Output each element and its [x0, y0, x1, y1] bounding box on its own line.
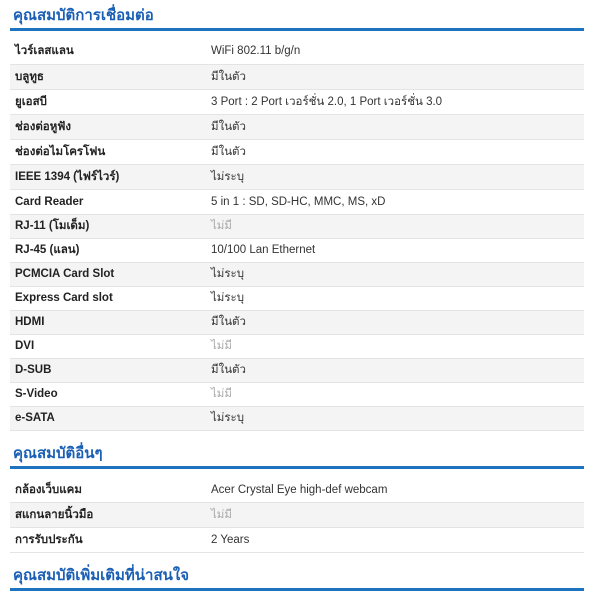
spec-row	[10, 64, 584, 89]
spec-value: 10/100 Lan Ethernet	[211, 244, 316, 256]
spec-row	[10, 528, 584, 553]
spec-label: กล้องเว็บแคม	[15, 483, 82, 496]
spec-label: RJ-45 (แลน)	[15, 244, 80, 256]
spec-row	[10, 478, 584, 503]
spec-label: สแกนลายนิ้วมือ	[15, 509, 94, 521]
spec-value: 2 Years	[211, 534, 250, 546]
spec-value: Acer Crystal Eye high-def webcam	[211, 483, 388, 496]
spec-row	[10, 358, 584, 382]
spec-value: มีในตัว	[211, 364, 246, 376]
spec-value: มีในตัว	[211, 316, 246, 328]
spec-row	[10, 164, 584, 189]
spec-value: ไม่ระบุ	[211, 292, 245, 304]
spec-label: D-SUB	[15, 364, 52, 376]
spec-row	[10, 503, 584, 528]
spec-row	[10, 114, 584, 139]
spec-row	[10, 214, 584, 238]
spec-value: ไม่มี	[211, 388, 232, 400]
section-title-extra: คุณสมบัติเพิ่มเติมที่น่าสนใจ	[10, 563, 584, 591]
spec-row	[10, 262, 584, 286]
section-title-other: คุณสมบัติอื่นๆ	[10, 441, 584, 469]
spec-value: 5 in 1 : SD, SD-HC, MMC, MS, xD	[211, 195, 386, 208]
section-title-connectivity: คุณสมบัติการเชื่อมต่อ	[10, 3, 584, 31]
spec-value: ไม่ระบุ	[211, 412, 245, 424]
spec-row	[10, 238, 584, 262]
spec-label: S-Video	[15, 388, 58, 400]
spec-row	[10, 189, 584, 214]
spec-label: ช่องต่อหูฟัง	[15, 120, 72, 133]
spec-value: ไม่มี	[211, 509, 232, 521]
spec-row	[10, 286, 584, 310]
spec-row	[10, 39, 584, 64]
spec-label: การรับประกัน	[15, 534, 83, 546]
spec-label: HDMI	[15, 316, 45, 328]
spec-row	[10, 139, 584, 164]
spec-label: e-SATA	[15, 412, 55, 424]
spec-row	[10, 406, 584, 430]
spec-value: ไม่ระบุ	[211, 268, 245, 280]
spec-label: DVI	[15, 340, 35, 352]
spec-row	[10, 310, 584, 334]
spec-label: PCMCIA Card Slot	[15, 268, 115, 280]
spec-value: WiFi 802.11 b/g/n	[211, 45, 301, 58]
spec-page	[0, 3, 592, 601]
spec-label: IEEE 1394 (ไฟร์ไวร์)	[15, 170, 120, 183]
spec-label: ยูเอสบี	[15, 95, 47, 108]
spec-table-connectivity	[10, 39, 584, 431]
spec-value: มีในตัว	[211, 70, 246, 83]
spec-label: ไวร์เลสแลน	[15, 45, 74, 58]
spec-label: Card Reader	[15, 195, 84, 208]
spec-label: Express Card slot	[15, 292, 113, 304]
spec-label: บลูทูธ	[15, 70, 44, 83]
spec-row	[10, 334, 584, 358]
spec-label: ช่องต่อไมโครโฟน	[15, 145, 106, 158]
spec-row	[10, 89, 584, 114]
spec-row	[10, 382, 584, 406]
spec-value: ไม่มี	[211, 340, 232, 352]
spec-value: มีในตัว	[211, 145, 246, 158]
spec-value: ไม่มี	[211, 220, 232, 232]
spec-label: RJ-11 (โมเด็ม)	[15, 220, 90, 232]
spec-table-other	[10, 478, 584, 554]
spec-value: 3 Port : 2 Port เวอร์ชั่น 2.0, 1 Port เวอร์ชั่น 3.0	[211, 95, 443, 108]
spec-value: มีในตัว	[211, 120, 246, 133]
spec-value: ไม่ระบุ	[211, 170, 245, 183]
